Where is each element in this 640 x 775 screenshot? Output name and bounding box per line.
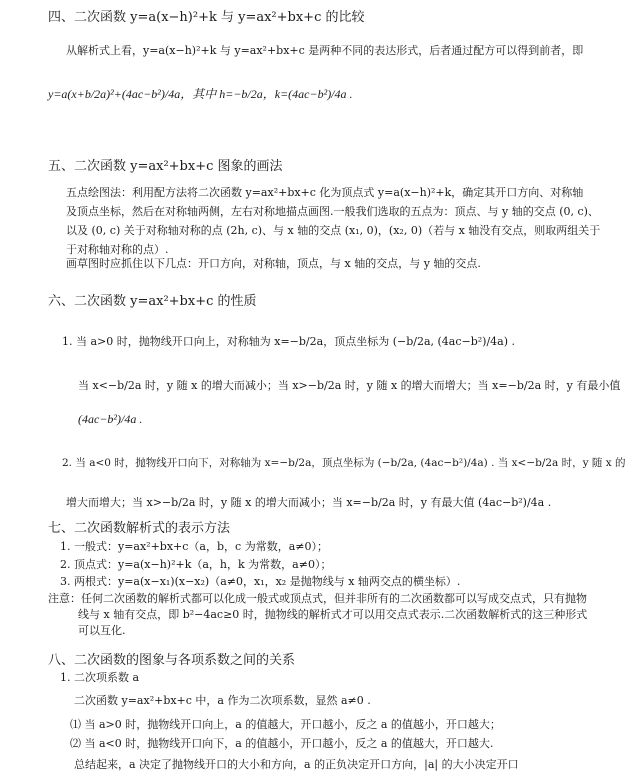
section-8-line-3: ⑴ 当 a>0 时，抛物线开口向上，a 的值越大，开口越小，反之 a 的值越小，开口越大； (70, 718, 501, 731)
section-5-line-2: 及顶点坐标，然后在对称轴两侧，左右对称地描点画图.一般我们选取的五点为：顶点、与 y 轴的交点 (0, c)、 (66, 205, 599, 218)
section-8-heading: 八、二次函数的图象与各项系数之间的关系 (48, 653, 296, 668)
section-5-line-1: 五点绘图法：利用配方法将二次函数 y=ax²+bx+c 化为顶点式 y=a(x−h)²+k，确定其开口方向、对称轴 (66, 186, 584, 199)
section-7-note-3: 可以互化. (78, 624, 126, 637)
section-4-line-2: y=a(x+b/2a)²+(4ac−b²)/4a，其中 h=−b/2a，k=(4ac−b²)/4a . (48, 87, 353, 101)
section-8-line-1: 1. 二次项系数 a (60, 671, 140, 684)
section-6-heading: 六、二次函数 y=ax²+bx+c 的性质 (48, 294, 257, 309)
section-7-note-1: 注意：任何二次函数的解析式都可以化成一般式或顶点式，但并非所有的二次函数都可以写成交点式，只有抛物 (48, 592, 587, 605)
section-5-line-5: 画草图时应抓住以下几点：开口方向，对称轴，顶点，与 x 轴的交点，与 y 轴的交点. (66, 257, 481, 270)
section-7-note-2: 线与 x 轴有交点，即 b²−4ac≥0 时，抛物线的解析式才可以用交点式表示.二次函数解析式的这三种形式 (78, 608, 588, 621)
section-5-heading: 五、二次函数 y=ax²+bx+c 图象的画法 (48, 159, 283, 174)
section-8-line-4: ⑵ 当 a<0 时，抛物线开口向下，a 的值越小，开口越小，反之 a 的值越大，开口越大. (70, 737, 494, 750)
section-5-line-4: 于对称轴对称的点）. (66, 243, 169, 256)
section-6-line-5: 增大而增大；当 x>−b/2a 时，y 随 x 的增大而减小；当 x=−b/2a 时，y 有最大值 (4ac−b²)/4a . (66, 496, 552, 509)
section-4-heading: 四、二次函数 y=a(x−h)²+k 与 y=ax²+bx+c 的比较 (48, 10, 365, 25)
section-7-line-2: 2. 顶点式：y=a(x−h)²+k（a，h，k 为常数，a≠0）； (60, 558, 332, 571)
section-4-line-1: 从解析式上看，y=a(x−h)²+k 与 y=ax²+bx+c 是两种不同的表达形式，后者通过配方可以得到前者，即 (66, 44, 584, 57)
section-5-line-3: 以及 (0, c) 关于对称轴对称的点 (2h, c)、与 x 轴的交点 (x₁, 0)，(x₂, 0)（若与 x 轴没有交点，则取两组关于 (66, 224, 601, 237)
section-6-line-3: (4ac−b²)/4a . (78, 412, 143, 426)
section-6-line-1: 1. 当 a>0 时，抛物线开口向上，对称轴为 x=−b/2a，顶点坐标为 (−b/2a, (4ac−b²)/4a) . (62, 335, 516, 348)
section-8-line-5: 总结起来，a 决定了抛物线开口的大小和方向，a 的正负决定开口方向，|a| 的大小决定开口 (74, 758, 519, 771)
section-7-heading: 七、二次函数解析式的表示方法 (48, 521, 231, 536)
section-6-line-4: 2. 当 a<0 时，抛物线开口向下，对称轴为 x=−b/2a，顶点坐标为 (−b/2a, (4ac−b²)/4a) . 当 x<−b/2a 时，y 随 x 的 (62, 457, 626, 469)
section-7-line-1: 1. 一般式：y=ax²+bx+c（a，b，c 为常数，a≠0）； (60, 540, 328, 553)
section-8-line-2: 二次函数 y=ax²+bx+c 中，a 作为二次项系数，显然 a≠0 . (74, 694, 371, 707)
section-7-line-3: 3. 两根式：y=a(x−x₁)(x−x₂)（a≠0，x₁，x₂ 是抛物线与 x 轴两交点的横坐标）. (60, 575, 461, 588)
section-6-line-2: 当 x<−b/2a 时，y 随 x 的增大而减小；当 x>−b/2a 时，y 随 x 的增大而增大；当 x=−b/2a 时，y 有最小值 (78, 379, 621, 392)
